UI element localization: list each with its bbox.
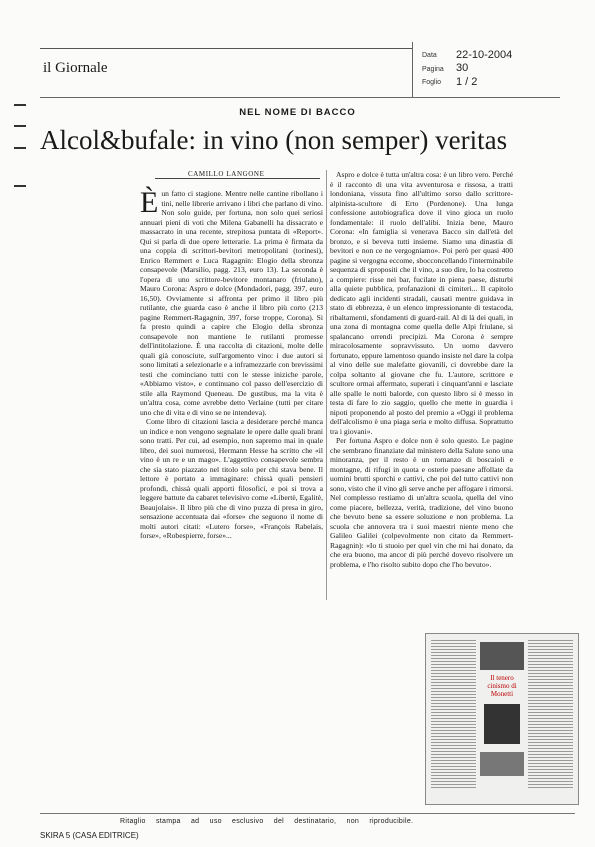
- page-label: Pagina: [422, 66, 444, 73]
- clipping-source: SKIRA 5 (CASA EDITRICE): [40, 831, 139, 840]
- sheet-value: 1 / 2: [456, 76, 478, 88]
- header-top-rule: [40, 48, 412, 49]
- paragraph: un fatto ci stagione. Mentre nelle cantine ribollano i tini, nelle librerie arrivano i libri che parlano di vino. Non solo guide, per fortuna, non solo quei seriosi annuari pieni di voti che Milena Gabanelli ha dissacrato e massacrato in una recente, strepitosa puntata di «Report». Qui si parla di due opere letterarie. La prima è firmata da una coppia di scrittori-bevitori metropolitani (torinesi), Enrico Remmert e Luca Ragagnin: Elogio della sbronza consapevole (Marsilio, pagg. 213, euro 13). La seconda è l'opera di uno scrittore-bevitore montanaro (friulano), Mauro Corona: Aspro e dolce (Mondadori, pagg. 397, euro 16,50). Ovviamente si affronta per primo il libro più rutilante, che guarda caso è anche il libro più corto (213 pagine Remmert-Ragagnin, 397, forse troppe, Corona). Si fa presto quindi a capire che Elogio della sbronza consapevole non mantiene le rutilanti promesse dell'intitolazione. È una raccolta di citazioni, molte delle quali già conosciute, sull'argomento vino: i due autori si sono limitati a selezionarle e a inframezzarle con brevissimi testi che cominciano tutti con le stesse iniziche parole, «Abbiamo visto», e continuano col passo dell'esercizio di stile alla Raymond Queneau. De gustibus, ma la vita è un'altra cosa, come avrebbe detto Verlaine (tutti per citare uno che di vita e di vino se ne intendeva).: [140, 189, 323, 417]
- paragraph: Aspro e dolce è tutta un'altra cosa: è un libro vero. Perché è il racconto di una vita avventurosa e rissosa, a tratti londoniana, vissuta fino all'ultimo sorso dallo scrittore-alpinista-scultore di Erto (Pordenone). Una lunga confessione autobiografica dove il vino gioca un ruolo fondamentale: il ruolo dell'alibi. Inizia bene, Mauro Corona: «In famiglia si venerava Bacco sin dall'età del bronzo, e si beveva tutti insieme. Siamo una dinastia di bevitori e non ce ne vergogniamo». Poi però per quasi 400 pagine si vergogna eccome, sbocconcellando l'interminabile sequenza di spropositi che il vino, a suo dire, lo ha costretto a compiere: risse nei bar, fucilate in piena paese, disturbi alla quiete pubblica, profanazioni di cimiteri... Il capitolo dedicato agli incidenti stradali, causati mentre guidava in stato di ebbrezza, è un elenco impressionante di testacoda, ribaltamenti, sfondamenti di guard-rail. Al di là dei quali, in una zona di montagna come quella delle Alpi friulane, si spalancano orrendi precipizi. Ma Corona è sempre miracolosamente sopravvissuto. Un uomo davvero fortunato, eppure lamentoso quando insiste nel dare la colpa al vino delle sue malefatte giovanili, ci dovrebbe dare la colpa soltanto al giovane che fu. L'autore, scrittore e scultore ormai affermato, superati i cinquant'anni e lasciate alle spalle le notti balorde, con questo libro si è messo in testa di fare lo zio saggio, quello che mette in guardia i nipoti proponendo al posto del premio a «Oggi il problema dell'alcolismo è una piaga seria e molto diffusa. Soprattutto tra i giovani».: [330, 170, 513, 436]
- article-byline: CAMILLO LANGONE: [188, 170, 265, 178]
- article-kicker: NEL NOME DI BACCO: [239, 107, 356, 118]
- article-column-2: [330, 170, 513, 569]
- header-bottom-rule: [40, 97, 560, 98]
- margin-mark: [14, 104, 26, 106]
- header-divider: [412, 42, 413, 97]
- margin-mark: [14, 185, 26, 187]
- thumbnail-photo: [480, 642, 524, 670]
- paragraph: Come libro di citazioni lascia a desiderare perché manca un indice e non vengono segnalate le opere dalle quali brani sono tratti. Per cui, ad esempio, non sapremo mai in quale libro, dei suoi numerosi, Hermann Hesse ha scritto che «il vino è un re e un mago». L'aggettivo consapevole sembra che sia stato piazzato nel titolo solo per chi stava bene. Il lettore è portato a immaginare: chissà quali pensieri profondi, chissà quali apporti filosofici, e poi si trova a leggere battute da cabaret televisivo come «Libertè, Egalitè, Beaujolais». Il libro più che di vino puzza di presa in giro, sensazione accentuata dai «forse» che seguono il nome di molti autori citati: «Lutero forse», «François Rabelais, forse», «Robespierre, forse»...: [140, 417, 323, 540]
- footer-rule: [40, 813, 575, 814]
- newspaper-name: il Giornale: [43, 60, 108, 76]
- clipping-notice: Ritaglio stampa ad uso esclusivo del destinatario, non riproducibile.: [120, 818, 414, 825]
- sheet-label: Foglio: [422, 79, 442, 86]
- article-column-1: [140, 186, 323, 541]
- thumbnail-text: [431, 640, 476, 790]
- thumbnail-title: Il tenero cinismo di Monetti: [487, 674, 517, 698]
- date-label: Data: [422, 52, 437, 59]
- margin-mark: [14, 147, 26, 149]
- margin-mark: [14, 125, 26, 127]
- page-value: 30: [456, 62, 469, 74]
- article-headline: Alcol&bufale: in vino (non semper) veritas: [40, 125, 508, 155]
- dropcap: È: [140, 186, 159, 219]
- page-thumbnail: [425, 633, 579, 805]
- thumbnail-book-cover: [484, 704, 520, 744]
- thumbnail-photo: [480, 752, 524, 776]
- thumbnail-text: [528, 640, 573, 790]
- paragraph: Per fortuna Aspro e dolce non è solo questo. Le pagine che sembrano finanziate dal ministero della Salute sono una minoranza, per il resto è un romanzo di boscaioli e montagne, di rifugi in quota e osterie paesane affollate da uomini brutti sporchi e cattivi, che poi del tutto cattivi non sono, visto che il vino gli serve anche per affogare i rimorsi. Nel complesso restiamo di un'altra scuola, quella del vino come piacere, bellezza, verità, tradizione, del vino buono che bevuto bene sa essere soluzione e non problema. La scuola che annovera tra i suoi maestri niente meno che Galileo Galilei (colpevolmente non citato da Remmert-Ragagnin): «Io ti stuoio per quel vin che mi hai donato, da che era buono, ma ancor di più perché dovevo risolvere un problema, e l'ho risolto subito dopo che l'ho bevuto».: [330, 436, 513, 569]
- byline-rule: [155, 178, 320, 179]
- date-value: 22-10-2004: [456, 49, 513, 61]
- column-divider: [326, 170, 327, 600]
